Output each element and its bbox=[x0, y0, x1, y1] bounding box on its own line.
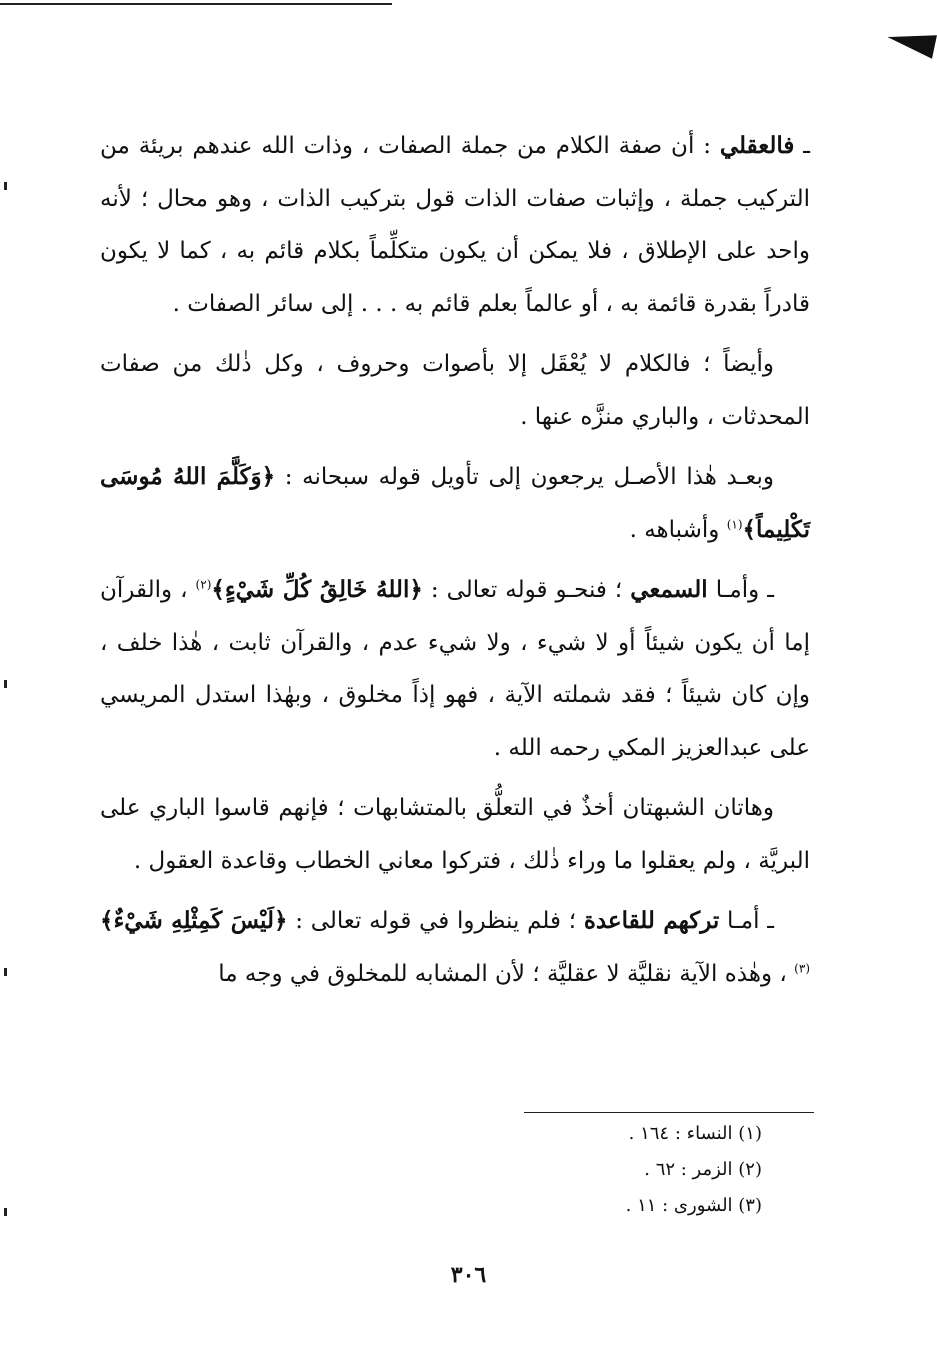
body-text bbox=[100, 120, 810, 1008]
margin-mark bbox=[4, 1208, 7, 1216]
paragraph-text: وأشباهه . bbox=[629, 516, 727, 543]
emphasis-text: ﴿لَيْسَ كَمِثْلِهِ شَيْءٌ﴾ bbox=[100, 907, 288, 934]
emphasis-text: تركهم للقاعدة bbox=[583, 907, 720, 934]
paragraph bbox=[100, 120, 810, 330]
emphasis-text: السمعي bbox=[630, 576, 708, 603]
paragraph bbox=[100, 338, 810, 443]
emphasis-text: ﴿وَكَلَّمَ اللهُ مُوسَى تَكْلِيماً﴾ bbox=[100, 463, 810, 543]
footnote-2: (٢) الزمر : ٦٢ . bbox=[644, 1159, 762, 1180]
emphasis-text: فالعقلي bbox=[719, 132, 795, 159]
footnote-1: (١) النساء : ١٦٤ . bbox=[628, 1123, 762, 1144]
paragraph-text: ، وهٰذه الآية نقليَّة لا عقليَّة ؛ لأن المشابه للمخلوق في وجه ما bbox=[218, 960, 795, 987]
footnote-ref: (١) bbox=[726, 516, 743, 531]
top-rule bbox=[0, 3, 392, 5]
corner-mark bbox=[885, 25, 937, 58]
footnote-rule bbox=[524, 1112, 814, 1113]
paragraph-text: وبعـد هٰذا الأصـل يرجعون إلى تأويل قوله سبحانه : bbox=[275, 464, 774, 490]
paragraph-text: ـ أمـا bbox=[719, 908, 774, 934]
paragraph-text: : أن صفة الكلام من جملة الصفات ، وذات الله عندهم بريئة من التركيب جملة ، وإثبات صفات الذات قول بتركيب الذات ، وهو محال ؛ لأنه واحد على الإطلاق ، فلا يمكن أن يكون متكلِّماً بكلام قائم به ، كما لا يكون قادراً بقدرة قائمة به ، أو عالماً بعلم قائم به . . . إلى سائر الصفات . bbox=[100, 133, 810, 317]
footnotes bbox=[500, 1116, 762, 1224]
paragraph-text: ، والقرآن إما أن يكون شيئاً أو لا شيء ، ولا شيء عدم ، والقرآن ثابت ، هٰذا خلف ، وإن كان شيئاً ؛ فقد شملته الآية ، فهو إذاً مخلوق ، وبهٰذا استدل المريسي على عبدالعزيز المكي رحمه الله . bbox=[100, 577, 810, 761]
paragraph-text: ـ وأمـا bbox=[707, 577, 774, 603]
margin-mark bbox=[4, 680, 7, 688]
paragraph bbox=[100, 451, 810, 556]
margin-mark bbox=[4, 182, 7, 190]
paragraph-text: ـ bbox=[794, 133, 810, 159]
paragraph bbox=[100, 895, 810, 1000]
margin-mark bbox=[4, 968, 7, 976]
paragraph-text: ؛ فنحـو قوله تعالى : bbox=[422, 577, 631, 603]
paragraph bbox=[100, 782, 810, 887]
paragraph bbox=[100, 564, 810, 774]
footnote-3: (٣) الشورى : ١١ . bbox=[625, 1195, 762, 1216]
footnote-ref: (٢) bbox=[195, 577, 212, 592]
page-number: ٣٠٦ bbox=[450, 1262, 487, 1288]
footnote-ref: (٣) bbox=[794, 960, 810, 975]
emphasis-text: ﴿اللهُ خَالِقُ كُلِّ شَيْءٍ﴾ bbox=[211, 576, 423, 603]
paragraph-text: وهاتان الشبهتان أخذٌ في التعلُّق بالمتشابهات ؛ فإنهم قاسوا الباري على البريَّة ، ولم يعقلوا ما وراء ذٰلك ، فتركوا معاني الخطاب وقاعدة العقول . bbox=[100, 795, 810, 874]
paragraph-text: وأيضاً ؛ فالكلام لا يُعْقَل إلا بأصوات وحروف ، وكل ذٰلك من صفات المحدثات ، والباري منزَّه عنها . bbox=[100, 351, 810, 430]
paragraph-text: ؛ فلم ينظروا في قوله تعالى : bbox=[287, 908, 584, 934]
